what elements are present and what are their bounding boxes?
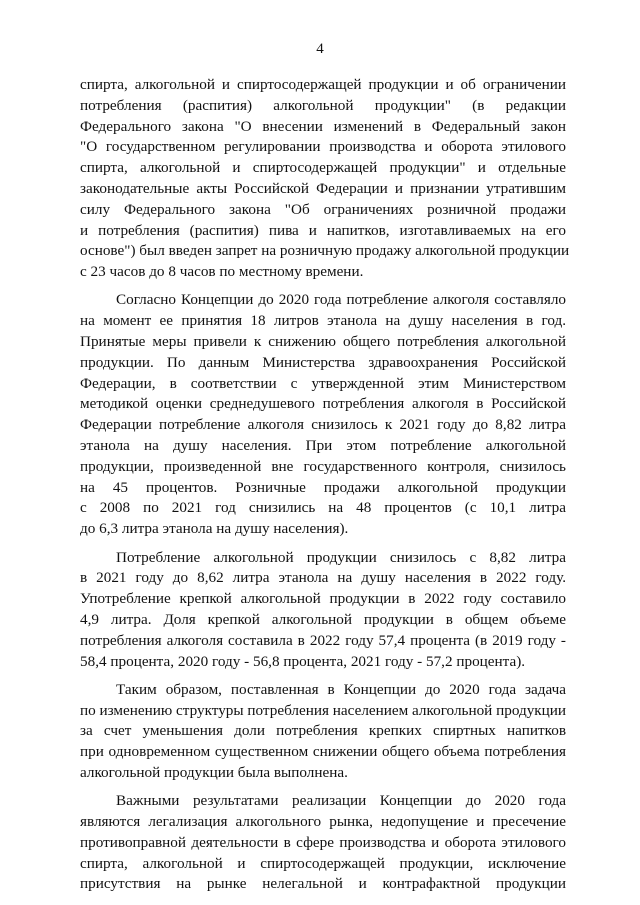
text-line: продукции, произведенной вне государственного контроля, снизилось	[80, 457, 566, 475]
text-line: на момент ее принятия 18 литров этанола на душу населения в год.	[80, 312, 566, 330]
text-line: Потребление алкогольной продукции снизилось с 8,82 литра	[116, 548, 566, 566]
text-line: 58,4 процента, 2020 году - 56,8 процента, 2021 году - 57,2 процента).	[80, 652, 526, 670]
text-line: Федерации потребление алкоголя снизилось к 2021 году до 8,82 литра	[80, 416, 566, 434]
text-line: Употребление крепкой алкогольной продукции в 2022 году составило	[80, 590, 566, 608]
text-line: на 45 процентов. Розничные продажи алкогольной продукции	[80, 478, 566, 496]
page-number: 4	[316, 41, 324, 57]
text-line: Федерации, в соответствии с утвержденной этим Министерством	[80, 374, 566, 392]
text-line: Согласно Концепции до 2020 года потребление алкоголя составляло	[116, 291, 566, 309]
paragraph	[80, 290, 566, 540]
text-line: продукции. По данным Министерства здравоохранения Российской	[80, 353, 566, 371]
text-line: с 23 часов до 8 часов по местному времени.	[80, 263, 364, 281]
text-line: потребления алкоголя составила в 2022 году 57,4 процента (в 2019 году -	[80, 631, 566, 649]
text-line: законодательные акты Российской Федерации и признании утратившим	[80, 179, 566, 197]
text-line: при одновременном существенном снижении общего объема потребления	[80, 743, 566, 761]
text-line: присутствия на рынке нелегальной и контрафактной продукции	[80, 875, 566, 893]
text-line: Федерального закона "О внесении изменений в Федеральный закон	[80, 117, 566, 135]
document-body	[80, 75, 570, 895]
text-line: спирта, алкогольной и спиртосодержащей продукции" и отдельные	[80, 159, 566, 177]
text-line: с 2008 по 2021 год снизились на 48 процентов (с 10,1 литра	[80, 499, 566, 517]
text-line: силу Федерального закона "Об ограничениях розничной продажи	[80, 200, 566, 218]
text-line: являются легализация алкогольного рынка, недопущение и пресечение	[80, 813, 566, 831]
text-line: Принятые меры привели к снижению общего потребления алкогольной	[80, 333, 566, 351]
text-line: спирта, алкогольной и спиртосодержащей продукции, исключение	[80, 854, 566, 872]
text-line: до 6,3 литра этанола на душу населения).	[80, 520, 349, 538]
paragraph-gap	[80, 283, 566, 291]
text-line: спирта, алкогольной и спиртосодержащей продукции и об ограничении	[80, 76, 566, 93]
text-line: и потребления (распития) пива и напитков, изготавливаемых на его	[80, 221, 566, 239]
text-line: алкогольной продукции была выполнена.	[80, 764, 348, 781]
paragraph-gap	[80, 540, 566, 548]
text-line: основе") был введен запрет на розничную продажу алкогольной продукции	[80, 242, 570, 260]
paragraph	[80, 680, 566, 784]
text-line: этанола на душу населения. При этом потребление алкогольной	[80, 437, 566, 455]
text-line: за счет уменьшения доли потребления крепких спиртных напитков	[80, 722, 566, 740]
text-line: 4,9 литра. Доля крепкой алкогольной продукции в общем объеме	[80, 610, 566, 628]
text-line: Важными результатами реализации Концепции до 2020 года	[116, 792, 566, 810]
paragraph	[80, 75, 570, 283]
text-line: Таким образом, поставленная в Концепции до 2020 года задача	[116, 680, 566, 698]
text-line: методикой оценки среднедушевого потребления алкоголя в Российской	[80, 395, 566, 413]
paragraph	[80, 791, 566, 895]
paragraph	[80, 548, 566, 673]
text-line: потребления (распития) алкогольной продукции" (в редакции	[80, 96, 566, 114]
text-line: в 2021 году до 8,62 литра этанола на душу населения в 2022 году.	[80, 569, 566, 587]
text-line: по изменению структуры потребления населением алкогольной продукции	[80, 701, 567, 719]
text-line: противоправной деятельности в сфере производства и оборота этилового	[80, 833, 566, 851]
paragraph-gap	[80, 784, 566, 792]
paragraph-gap	[80, 672, 566, 680]
text-line: "О государственном регулировании производства и оборота этилового	[80, 138, 566, 156]
